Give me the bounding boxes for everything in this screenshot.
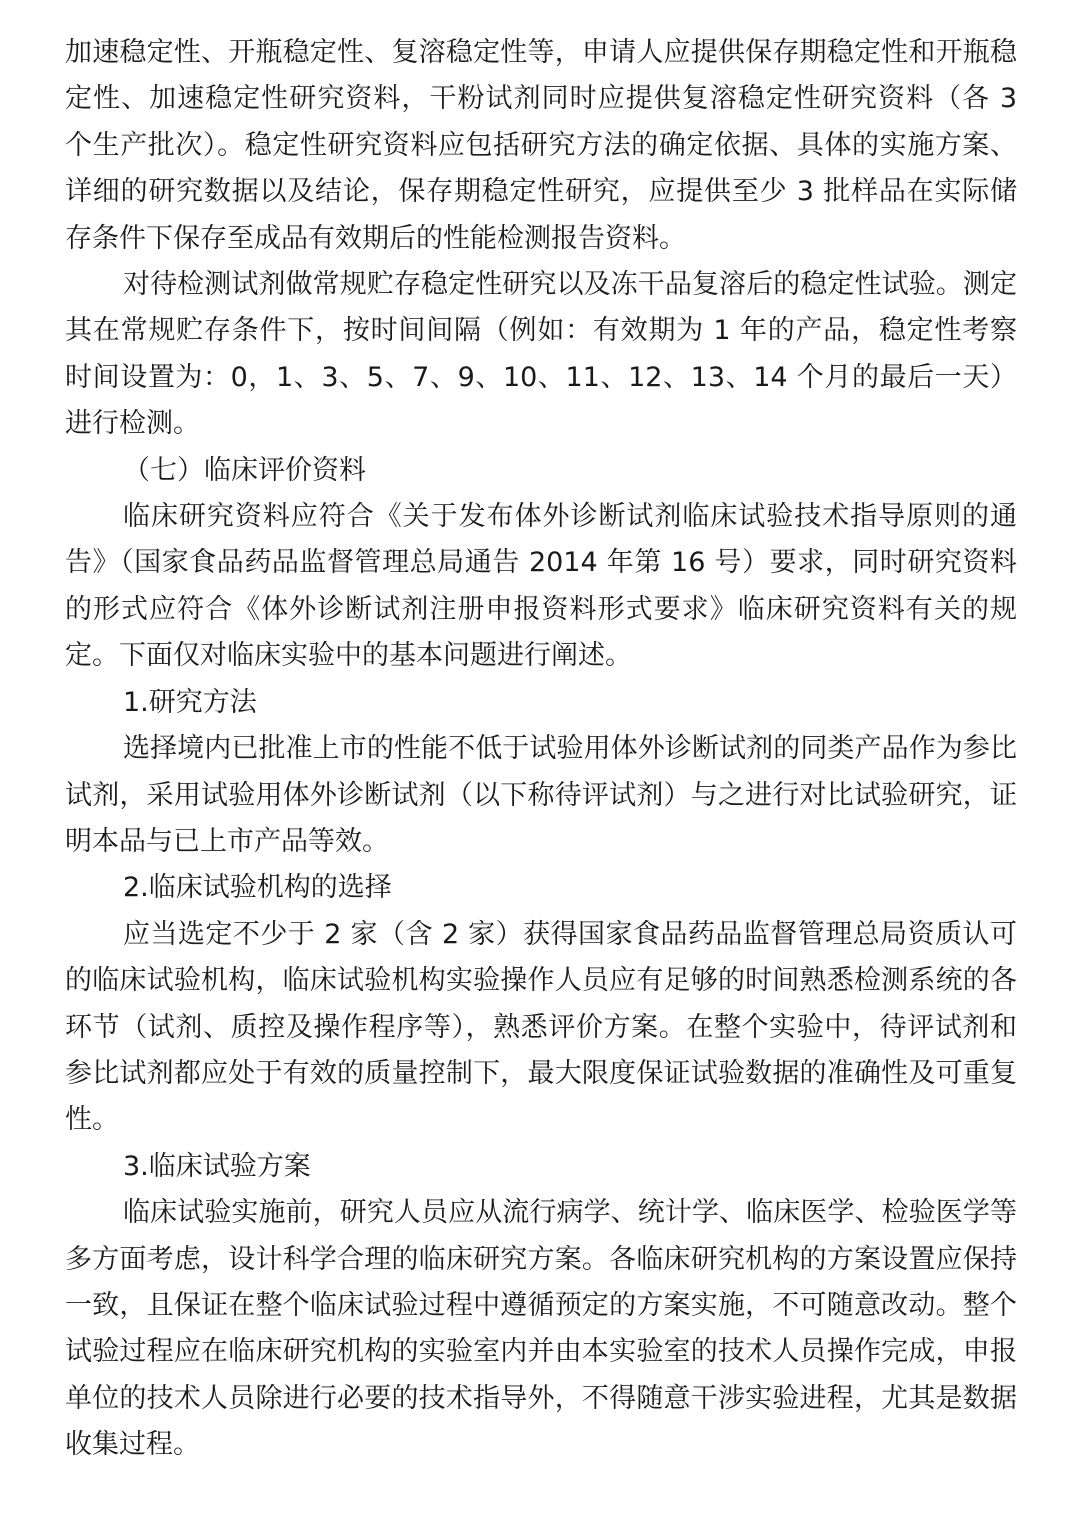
heading-trial-plan: 3.临床试验方案 bbox=[123, 1150, 311, 1182]
paragraph-research-method: 选择境内已批准上市的性能不低于试验用体外诊断试剂的同类产品作为参比试剂，采用试验用体外诊断试剂（以下称待评试剂）与之进行对比试验研究，证明本品与已上市产品等效。 bbox=[65, 733, 1017, 857]
heading-institution-selection: 2.临床试验机构的选择 bbox=[123, 872, 392, 904]
document-page bbox=[65, 30, 1017, 1469]
paragraph-institution-selection: 应当选定不少于 2 家（含 2 家）获得国家食品药品监督管理总局资质认可的临床试验机构，临床试验机构实验操作人员应有足够的时间熟悉检测系统的各环节（试剂、质控及操作程序等），熟悉评价方案。在整个实验中，待评试剂和参比试剂都应处于有效的质量控制下，最大限度保证试验数据的准确性及可重复性。 bbox=[65, 918, 1017, 1136]
heading-clinical-evaluation: （七）临床评价资料 bbox=[123, 454, 366, 486]
heading-research-method: 1.研究方法 bbox=[123, 686, 257, 718]
paragraph-stability-test: 对待检测试剂做常规贮存稳定性研究以及冻干品复溶后的稳定性试验。测定其在常规贮存条件下，按时间间隔（例如：有效期为 1 年的产品，稳定性考察时间设置为：0，1、3、5、7、9、10、11、12、13、14 个月的最后一天）进行检测。 bbox=[65, 269, 1017, 440]
paragraph-stability-intro: 加速稳定性、开瓶稳定性、复溶稳定性等，申请人应提供保存期稳定性和开瓶稳定性、加速稳定性研究资料，干粉试剂同时应提供复溶稳定性研究资料（各 3 个生产批次）。稳定性研究资料应包括研究方法的确定依据、具体的实施方案、详细的研究数据以及结论，保存期稳定性研究，应提供至少 3 批样品在实际储存条件下保存至成品有效期后的性能检测报告资料。 bbox=[65, 37, 1017, 254]
paragraph-trial-plan: 临床试验实施前，研究人员应从流行病学、统计学、临床医学、检验医学等多方面考虑，设计科学合理的临床研究方案。各临床研究机构的方案设置应保持一致，且保证在整个临床试验过程中遵循预定的方案实施，不可随意改动。整个试验过程应在临床研究机构的实验室内并由本实验室的技术人员操作完成，申报单位的技术人员除进行必要的技术指导外，不得随意干涉实验进程，尤其是数据收集过程。 bbox=[65, 1197, 1017, 1461]
paragraph-clinical-intro: 临床研究资料应符合《关于发布体外诊断试剂临床试验技术指导原则的通告》（国家食品药品监督管理总局通告 2014 年第 16 号）要求，同时研究资料的形式应符合《体外诊断试剂注册申报资料形式要求》临床研究资料有关的规定。下面仅对临床实验中的基本问题进行阐述。 bbox=[65, 501, 1017, 672]
